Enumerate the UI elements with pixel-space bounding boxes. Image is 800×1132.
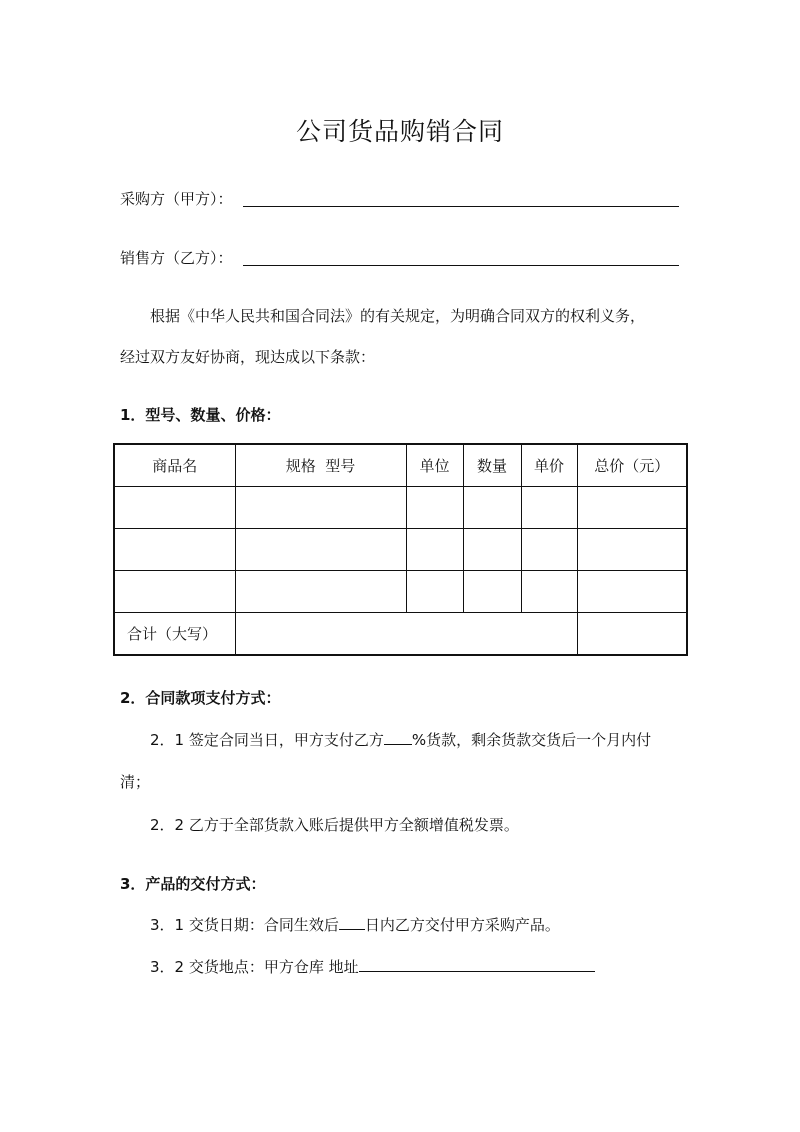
payment-item-1 bbox=[150, 733, 651, 748]
table-cell bbox=[463, 571, 521, 613]
delivery-item-1-suffix: 日内乙方交付甲方采购产品。 bbox=[364, 916, 560, 934]
table-row bbox=[114, 529, 687, 571]
table-cell bbox=[463, 487, 521, 529]
table-cell bbox=[406, 571, 463, 613]
section-2-heading: 2．合同款项支付方式： bbox=[120, 689, 281, 707]
table-cell bbox=[521, 529, 577, 571]
seller-blank-line bbox=[243, 265, 679, 266]
table-row bbox=[114, 571, 687, 613]
table-header-cell: 单位 bbox=[406, 444, 463, 487]
delivery-item-1 bbox=[150, 918, 560, 933]
payment-item-1-suffix: %货款，剩余货款交货后一个月内付 bbox=[411, 731, 652, 749]
table-cell bbox=[521, 487, 577, 529]
table-cell bbox=[235, 529, 406, 571]
address-blank-line bbox=[359, 970, 595, 972]
table-cell bbox=[577, 487, 687, 529]
table-cell bbox=[114, 571, 235, 613]
payment-item-2: 2．2 乙方于全部货款入账后提供甲方全额增值税发票。 bbox=[150, 816, 519, 834]
table-header-cell: 数量 bbox=[463, 444, 521, 487]
delivery-item-1-prefix: 3．1 交货日期：合同生效后 bbox=[150, 916, 339, 934]
table-cell bbox=[521, 571, 577, 613]
intro-line-1: 根据《中华人民共和国合同法》的有关规定，为明确合同双方的权利义务， bbox=[150, 307, 646, 325]
table-total-row bbox=[114, 613, 687, 656]
table-cell bbox=[463, 529, 521, 571]
total-amount-cell bbox=[577, 613, 687, 656]
delivery-item-2 bbox=[150, 960, 595, 975]
payment-item-1-prefix: 2．1 签定合同当日，甲方支付乙方 bbox=[150, 731, 384, 749]
table-header-cell: 总价（元） bbox=[577, 444, 687, 487]
table-cell bbox=[577, 571, 687, 613]
section-1-heading: 1．型号、数量、价格： bbox=[120, 406, 281, 424]
table-cell bbox=[406, 487, 463, 529]
total-label-cell: 合计（大写） bbox=[114, 613, 235, 656]
table-header-cell: 单价 bbox=[521, 444, 577, 487]
table-row bbox=[114, 487, 687, 529]
table-cell bbox=[406, 529, 463, 571]
table-cell bbox=[235, 487, 406, 529]
table-header-cell: 商品名 bbox=[114, 444, 235, 487]
goods-table bbox=[113, 443, 688, 656]
delivery-item-2-prefix: 3．2 交货地点：甲方仓库 地址 bbox=[150, 958, 359, 976]
document-title: 公司货品购销合同 bbox=[295, 117, 504, 146]
table-cell bbox=[235, 571, 406, 613]
days-blank-line bbox=[339, 928, 365, 930]
payment-item-1-continued: 清； bbox=[120, 773, 151, 791]
intro-line-2: 经过双方友好协商，现达成以下条款： bbox=[120, 348, 376, 366]
total-amount-words-cell bbox=[235, 613, 577, 656]
table-cell bbox=[577, 529, 687, 571]
buyer-blank-line bbox=[243, 206, 679, 207]
section-3-heading: 3．产品的交付方式： bbox=[120, 875, 266, 893]
buyer-label: 采购方（甲方）： bbox=[120, 190, 233, 208]
table-header-cell: 规格 型号 bbox=[235, 444, 406, 487]
seller-label: 销售方（乙方）： bbox=[120, 249, 233, 267]
percent-blank-line bbox=[384, 743, 412, 745]
table-header-row bbox=[114, 444, 687, 487]
table-cell bbox=[114, 487, 235, 529]
table-cell bbox=[114, 529, 235, 571]
